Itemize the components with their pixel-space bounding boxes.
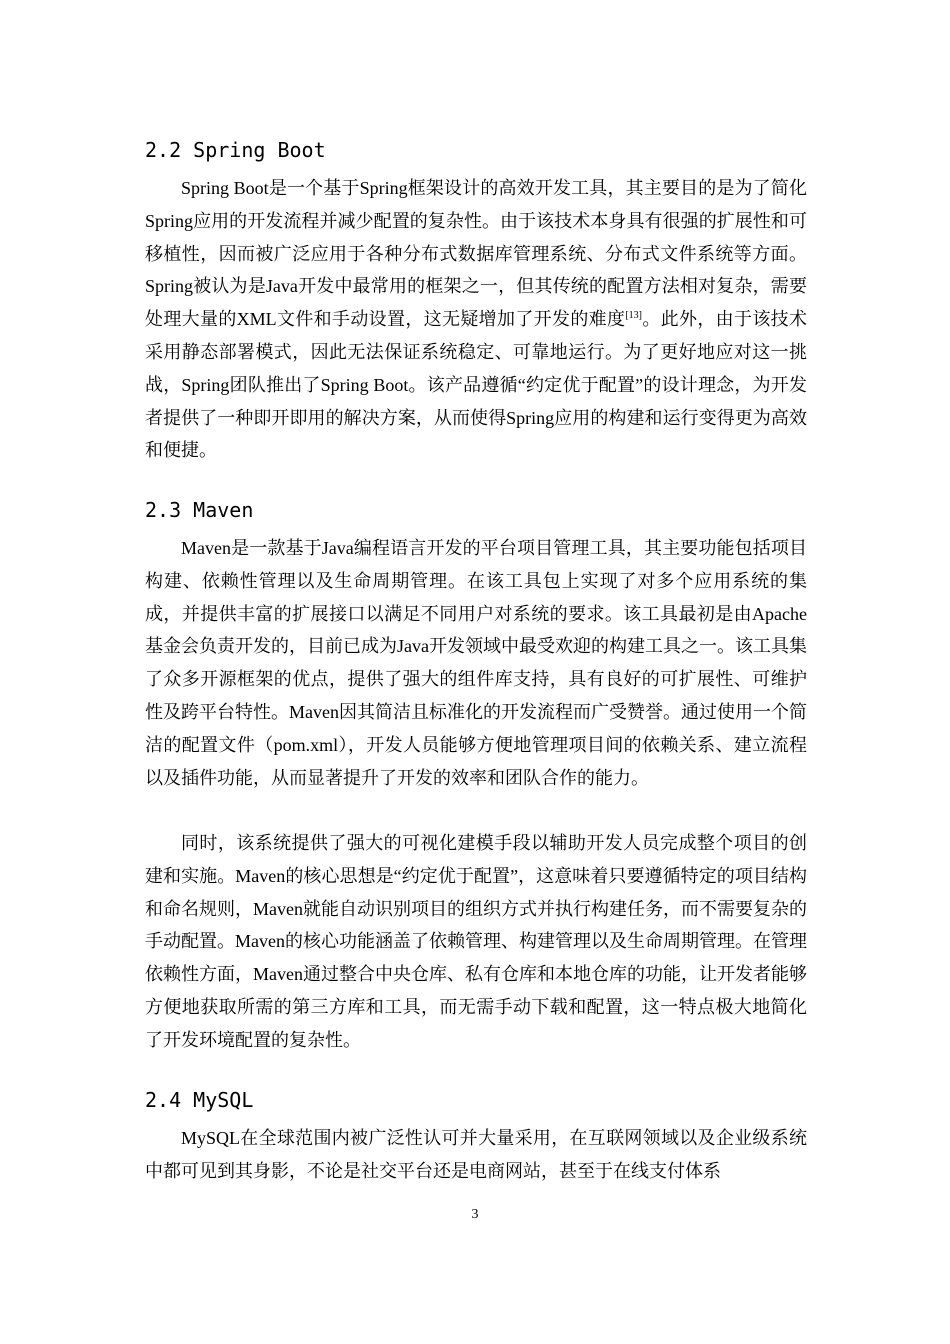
citation-marker: [13] — [625, 310, 642, 322]
paragraph-mysql: MySQL在全球范围内被广泛性认可并大量采用，在互联网领域以及企业级系统中都可见到其身影，不论是社交平台还是电商网站，甚至于在线支付体系 — [145, 1128, 807, 1181]
paragraph-spring-boot — [145, 172, 807, 467]
section-heading-mysql: 2.4 MySQL — [145, 1088, 254, 1112]
section-heading-spring-boot: 2.2 Spring Boot — [145, 138, 326, 162]
paragraph-maven-2: 同时，该系统提供了强大的可视化建模手段以辅助开发人员完成整个项目的创建和实施。Maven的核心思想是“约定优于配置”，这意味着只要遵循特定的项目结构和命名规则，Maven就能自动识别项目的组织方式并执行构建任务，而不需要复杂的手动配置。Maven的核心功能涵盖了依赖管理、构建管理以及生命周期管理。在管理依赖性方面，Maven通过整合中央仓库、私有仓库和本地仓库的功能，让开发者能够方便地获取所需的第三方库和工具，而无需手动下载和配置，这一特点极大地简化了开发环境配置的复杂性。 — [145, 833, 807, 1050]
paragraph-maven-1: Maven是一款基于Java编程语言开发的平台项目管理工具，其主要功能包括项目构建、依赖性管理以及生命周期管理。在该工具包上实现了对多个应用系统的集成，并提供丰富的扩展接口以满足不同用户对系统的要求。该工具最初是由Apache基金会负责开发的，目前已成为Java开发领域中最受欢迎的构建工具之一。该工具集了众多开源框架的优点，提供了强大的组件库支持，具有良好的可扩展性、可维护性及跨平台特性。Maven因其简洁且标准化的开发流程而广受赞誉。通过使用一个简洁的配置文件（pom.xml），开发人员能够方便地管理项目间的依赖关系、建立流程以及插件功能，从而显著提升了开发的效率和团队合作的能力。 — [145, 538, 807, 788]
section-heading-maven: 2.3 Maven — [145, 498, 254, 522]
page-number: 3 — [471, 1207, 479, 1222]
paragraph-text-continued: 。此外，由于该技术采用静态部署模式，因此无法保证系统稳定、可靠地运行。为了更好地应对这一挑战，Spring团队推出了Spring Boot。该产品遵循“约定优于配置”的设计理念，为开发者提供了一种即开即用的解决方案，从而使得Spring应用的构建和运行变得更为高效和便捷。 — [145, 309, 807, 461]
paragraph-text: Spring Boot是一个基于Spring框架设计的高效开发工具，其主要目的是为了简化Spring应用的开发流程并减少配置的复杂性。由于该技术本身具有很强的扩展性和可移植性，因而被广泛应用于各种分布式数据库管理系统、分布式文件系统等方面。Spring被认为是Java开发中最常用的框架之一，但其传统的配置方法相对复杂，需要处理大量的XML文件和手动设置，这无疑增加了开发的难度 — [145, 178, 807, 330]
